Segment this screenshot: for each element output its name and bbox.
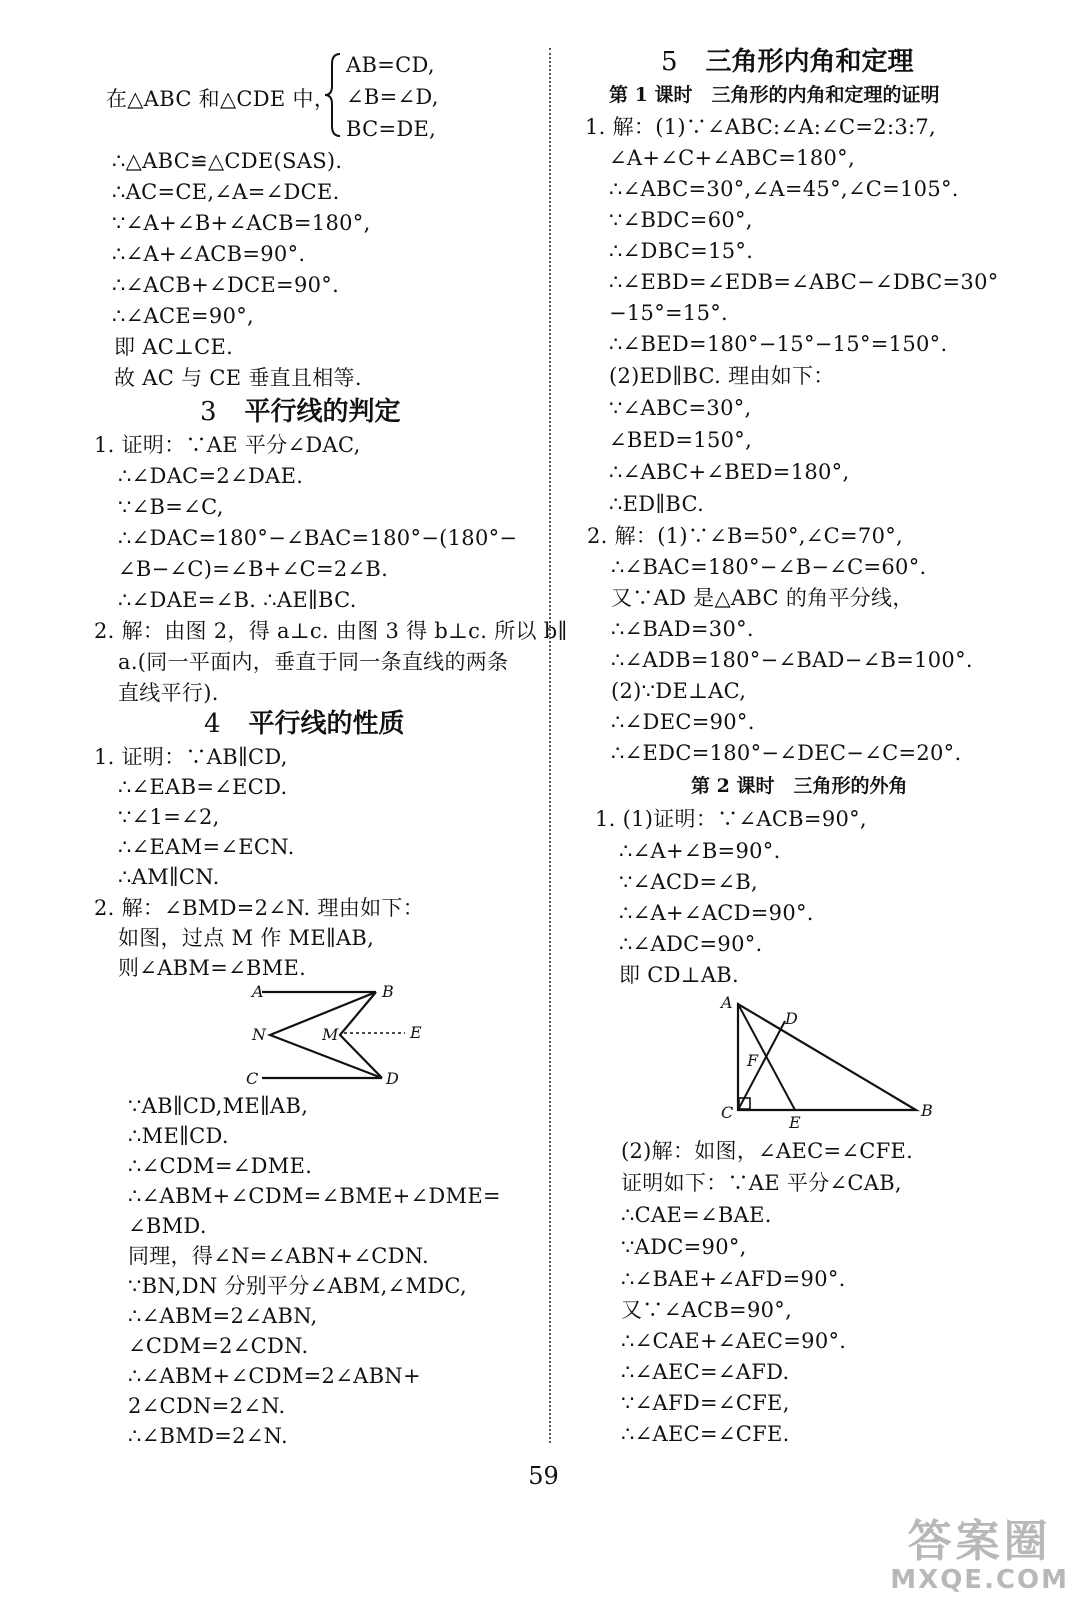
text-line: 1. 证明：∵AB∥CD, (94, 745, 288, 769)
text-line: ∴AC=CE,∠A=∠DCE. (112, 180, 340, 204)
text-line: 又∵∠ACB=90°, (621, 1298, 793, 1322)
text-line: ∵∠B=∠C, (118, 495, 224, 519)
text-line: ∵∠AFD=∠CFE, (621, 1391, 790, 1415)
text-line: (2)ED∥BC. 理由如下： (609, 364, 835, 388)
text-line: ∴∠A+∠B=90°. (619, 839, 781, 863)
section-3-heading (200, 396, 401, 428)
text-line: 1. 证明：∵AE 平分∠DAC, (94, 433, 361, 457)
text-line: 2∠CDN=2∠N. (128, 1394, 286, 1418)
text-line: ∴∠ABM+∠CDM=2∠ABN+ (128, 1364, 421, 1388)
text-line: ∴∠ABC=30°,∠A=45°,∠C=105°. (609, 177, 959, 201)
text-line: 直线平行). (118, 681, 219, 705)
column-divider (549, 48, 551, 1443)
text-line: ∵∠1=∠2, (118, 805, 220, 829)
text-line: 2. 解：由图 2，得 a⊥c. 由图 3 得 b⊥c. 所以 b∥ (94, 619, 568, 643)
watermark-bottom: MXQE.COM (890, 1565, 1069, 1595)
figure-label: C (246, 1069, 259, 1088)
section-number: 3 (200, 397, 217, 427)
text-line: 如图，过点 M 作 ME∥AB, (118, 926, 375, 950)
text-line: ∴∠CDM=∠DME. (128, 1154, 313, 1178)
figure-label: B (382, 982, 394, 1001)
figure-label: E (789, 1113, 801, 1132)
text-line: ∠BMD. (128, 1214, 207, 1238)
text-line: ∴ED∥BC. (609, 492, 705, 516)
text-line: ∴∠AEC=∠AFD. (621, 1360, 790, 1384)
text-line: ∵BN,DN 分别平分∠ABM,∠MDC, (128, 1274, 467, 1298)
lesson-1-title: 第 1 课时 三角形的内角和定理的证明 (609, 84, 940, 106)
right-triangle-figure (715, 992, 945, 1132)
text-line: ∵∠A+∠B+∠ACB=180°, (112, 211, 371, 235)
text-line: 2. 解：∠BMD=2∠N. 理由如下： (94, 896, 425, 920)
lesson-2-title: 第 2 课时 三角形的外角 (691, 775, 908, 797)
text-line: ∴∠AEC=∠CFE. (621, 1422, 790, 1446)
text-line: 1. (1)证明：∵∠ACB=90°, (595, 807, 867, 831)
section-number: 5 (661, 47, 678, 77)
system-line-3: BC=DE, (346, 117, 437, 141)
section-5-heading (661, 46, 914, 78)
figure-label: D (386, 1069, 399, 1088)
text-line: ∴∠BAD=30°. (611, 617, 754, 641)
text-line: 1. 解：(1)∵∠ABC:∠A:∠C=2:3:7, (585, 115, 936, 139)
text-line: ∴∠EAM=∠ECN. (118, 835, 295, 859)
section-title: 平行线的判定 (244, 397, 401, 427)
text-line: ∴∠DAE=∠B. ∴AE∥BC. (118, 588, 357, 612)
figure-label: E (410, 1023, 422, 1042)
text-line: ∠BED=150°, (609, 428, 753, 452)
text-line: 2. 解：(1)∵∠B=50°,∠C=70°, (587, 524, 904, 548)
text-line: ∴∠BED=180°−15°−15°=150°. (609, 332, 948, 356)
page-number: 59 (528, 1462, 559, 1490)
watermark-top: 答案圈 (907, 1516, 1052, 1567)
text-line: ∴∠BMD=2∠N. (128, 1424, 288, 1448)
text-line: ∴∠CAE+∠AEC=90°. (621, 1329, 847, 1353)
system-prefix: 在△ABC 和△CDE 中， (106, 87, 336, 111)
figure-label: M (322, 1025, 339, 1044)
system-line-2: ∠B=∠D, (346, 85, 439, 109)
text-line: 即 CD⊥AB. (619, 963, 740, 987)
text-line: 证明如下：∵AE 平分∠CAB, (621, 1171, 902, 1195)
text-line: ∴△ABC≌△CDE(SAS). (112, 149, 343, 173)
text-line: 即 AC⊥CE. (114, 335, 234, 359)
text-line: 则∠ABM=∠BME. (118, 956, 307, 980)
text-line: ∵AB∥CD,ME∥AB, (128, 1094, 309, 1118)
text-line: ∵∠ABC=30°, (609, 396, 752, 420)
parallel-lines-figure (240, 980, 440, 1090)
figure-label: B (921, 1101, 933, 1120)
text-line: ∴CAE=∠BAE. (621, 1203, 772, 1227)
text-line: ∴∠ADC=90°. (619, 932, 763, 956)
text-line: ∴∠ABC+∠BED=180°, (609, 460, 850, 484)
text-line: ∴ME∥CD. (128, 1124, 229, 1148)
section-title: 平行线的性质 (248, 709, 405, 739)
text-line: ∴∠DAC=180°−∠BAC=180°−(180°− (118, 526, 518, 550)
text-line: ∠CDM=2∠CDN. (128, 1334, 309, 1358)
figure-label: C (721, 1103, 734, 1122)
text-line: ∴∠DBC=15°. (609, 239, 754, 263)
section-title: 三角形内角和定理 (705, 47, 914, 77)
text-line: ∠A+∠C+∠ABC=180°, (609, 146, 855, 170)
figure-label: A (721, 993, 733, 1012)
text-line: a.(同一平面内，垂直于同一条直线的两条 (118, 650, 509, 674)
text-line: ∴∠ABM+∠CDM=∠BME+∠DME= (128, 1184, 501, 1208)
text-line: ∴∠BAE+∠AFD=90°. (621, 1267, 846, 1291)
figure-label: D (785, 1009, 798, 1028)
section-4-heading (204, 708, 405, 740)
text-line: ∴∠DEC=90°. (611, 710, 755, 734)
text-line: 故 AC 与 CE 垂直且相等. (114, 366, 362, 390)
text-line: ∴∠ACE=90°, (112, 304, 255, 328)
text-line: (2)解：如图，∠AEC=∠CFE. (621, 1139, 914, 1163)
text-line: ∴∠EBD=∠EDB=∠ABC−∠DBC=30° (609, 270, 999, 294)
text-line: ∴∠ABM=2∠ABN, (128, 1304, 318, 1328)
text-line: ∴∠BAC=180°−∠B−∠C=60°. (611, 555, 927, 579)
figure-label: N (252, 1025, 266, 1044)
section-number: 4 (204, 709, 221, 739)
text-line: ∴∠ACB+∠DCE=90°. (112, 273, 340, 297)
text-line: (2)∵DE⊥AC, (611, 679, 747, 703)
text-line: ∴∠A+∠ACD=90°. (619, 901, 814, 925)
text-line: 又∵AD 是△ABC 的角平分线， (611, 586, 914, 610)
text-line: ∴∠ADB=180°−∠BAD−∠B=100°. (611, 648, 973, 672)
text-line: ∴AM∥CN. (118, 865, 220, 889)
text-line: ∴∠EDC=180°−∠DEC−∠C=20°. (611, 741, 962, 765)
left-brace-icon (324, 52, 344, 138)
text-line: ∴∠DAC=2∠DAE. (118, 464, 304, 488)
text-line: ∵∠ACD=∠B, (619, 870, 759, 894)
text-line: ∵∠BDC=60°, (609, 208, 753, 232)
system-line-1: AB=CD, (346, 53, 435, 77)
figure-label: F (747, 1051, 759, 1070)
text-line: ∵ADC=90°, (621, 1235, 747, 1259)
figure-label: A (252, 982, 264, 1001)
text-line: ∠B−∠C)=∠B+∠C=2∠B. (118, 557, 389, 581)
watermark-logo (890, 1518, 1069, 1594)
text-line: ∴∠EAB=∠ECD. (118, 775, 288, 799)
text-line: ∴∠A+∠ACB=90°. (112, 242, 306, 266)
text-line: −15°=15°. (609, 301, 729, 325)
text-line: 同理，得∠N=∠ABN+∠CDN. (128, 1244, 430, 1268)
